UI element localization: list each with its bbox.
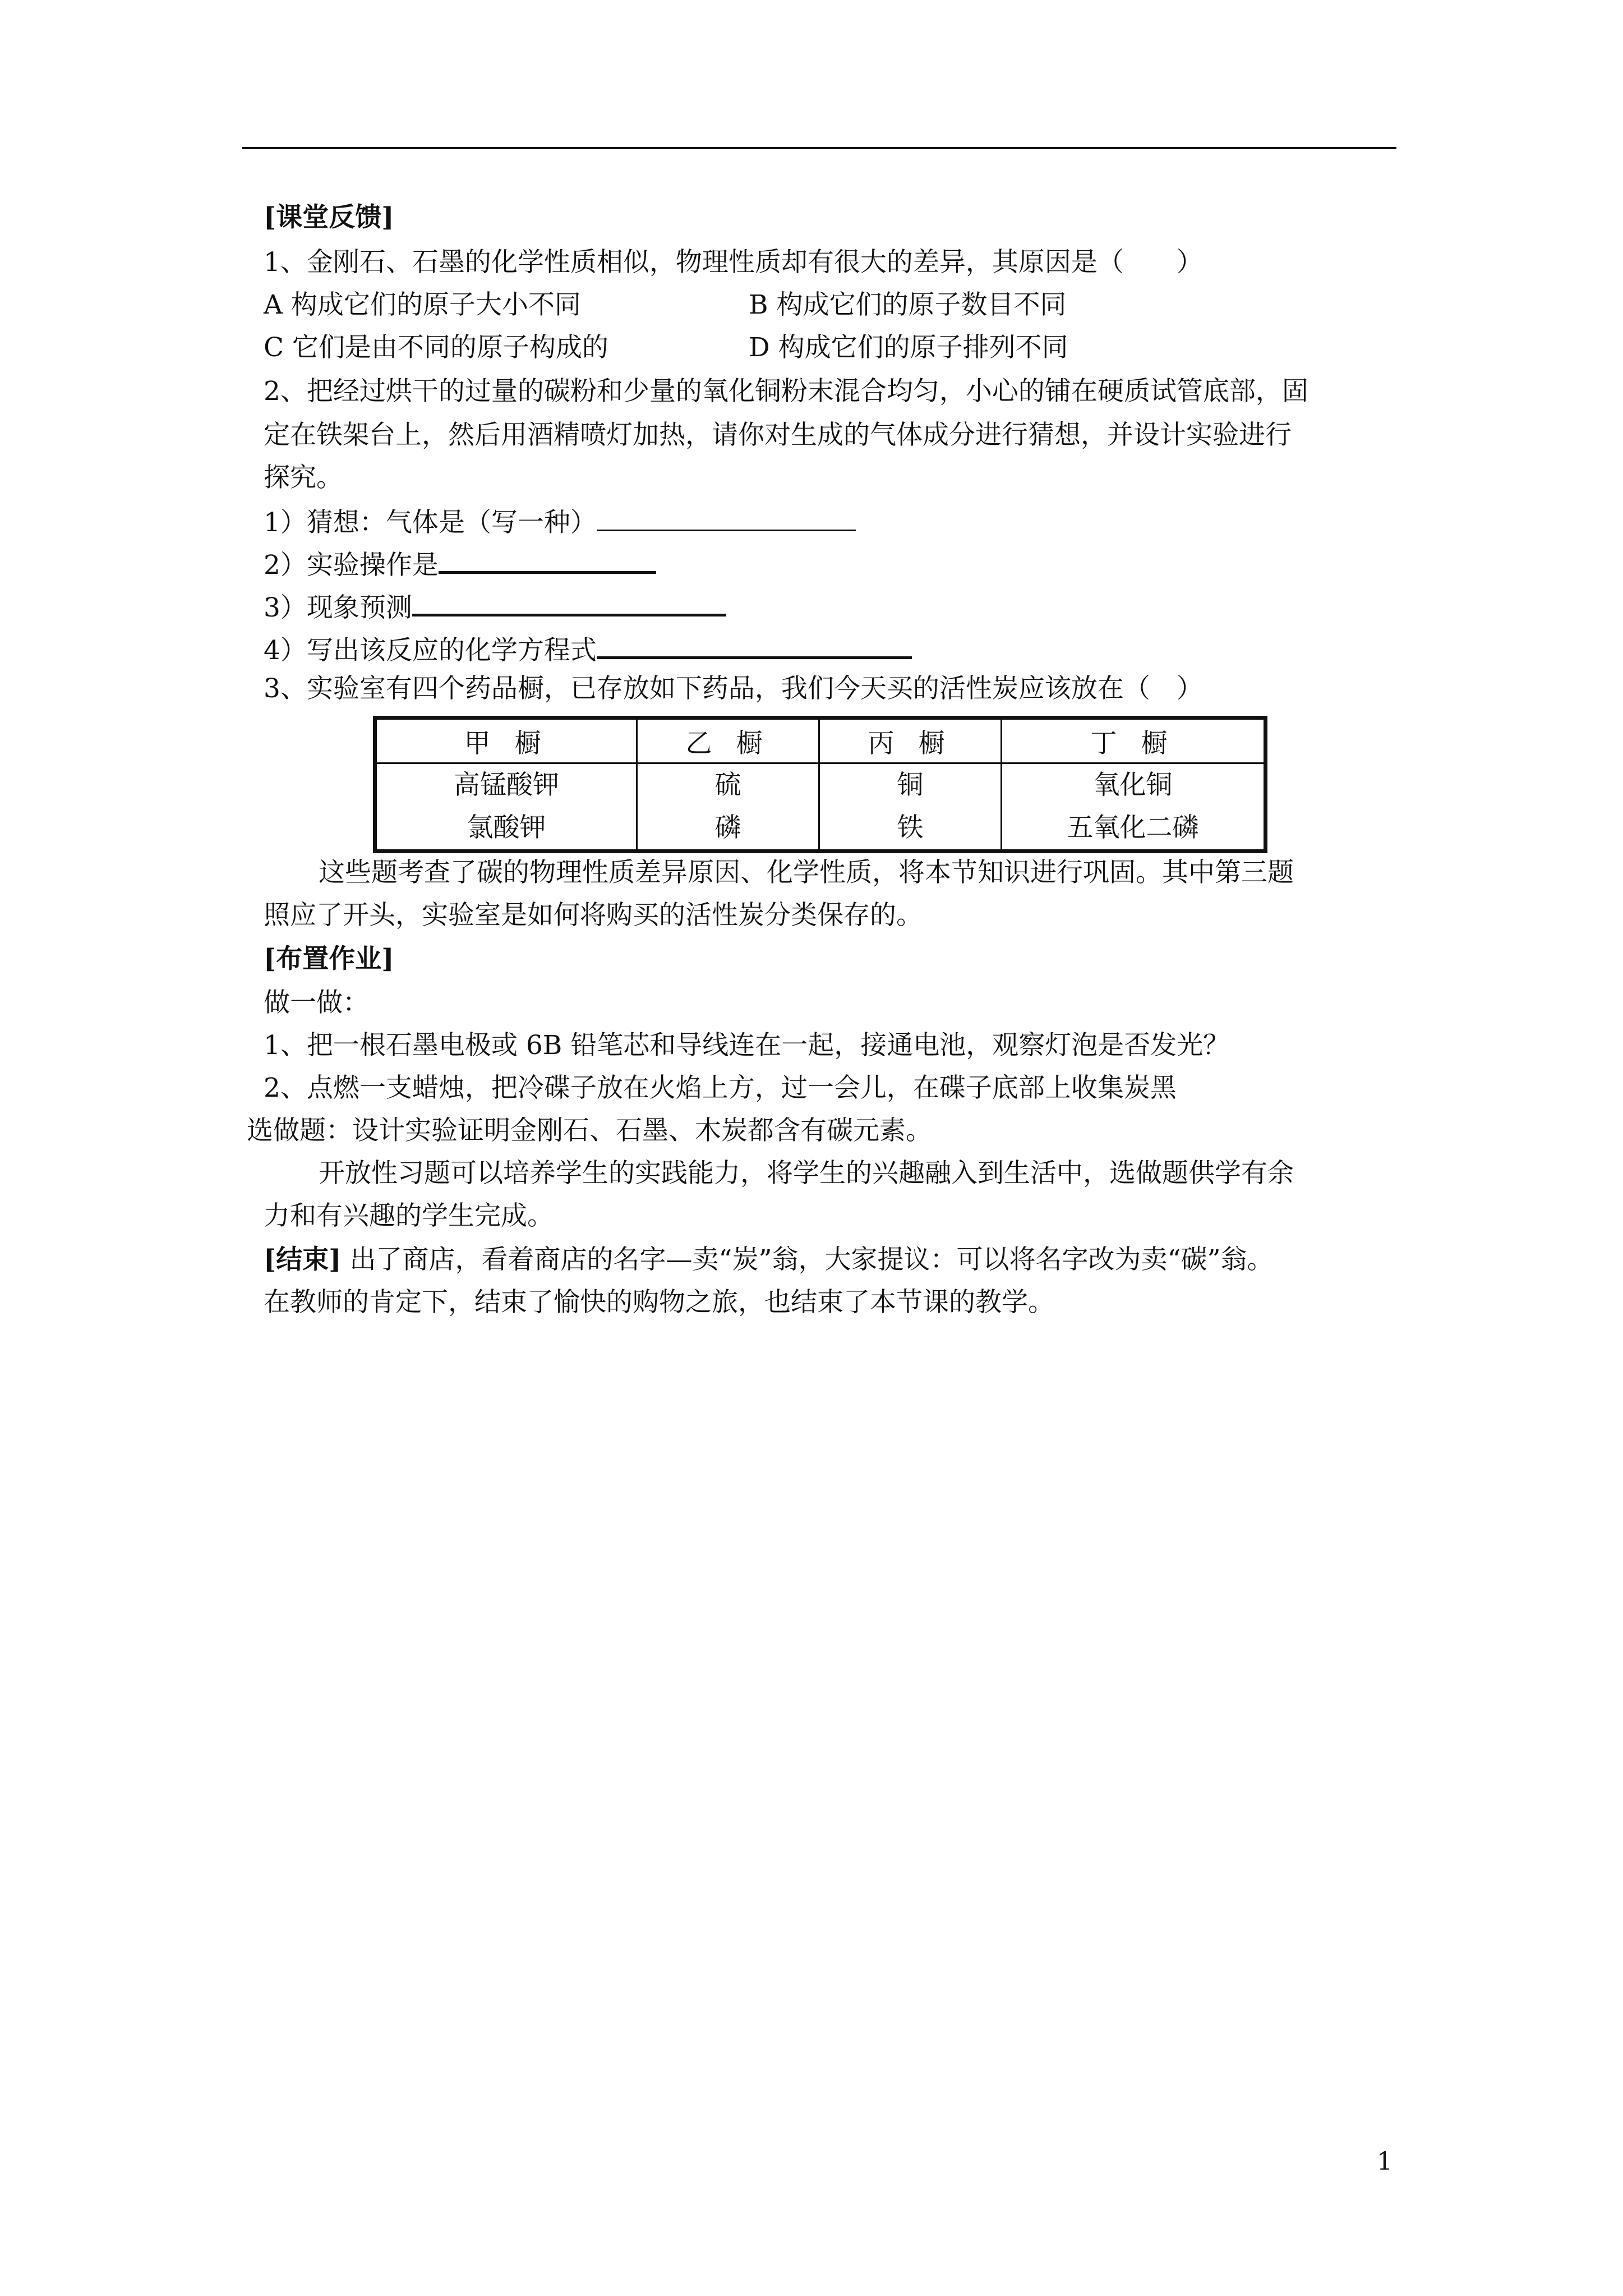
drug-item: 氯酸钾 [467, 812, 546, 843]
header-rule [242, 147, 1396, 149]
question-2-line-1: 2、把经过烘干的过量的碳粉和少量的氧化铜粉末混合均匀，小心的铺在硬质试管底部，固 [264, 376, 1308, 407]
q2-sub-4-label: 4）写出该反应的化学方程式 [264, 635, 597, 666]
question-3: 3、实验室有四个药品橱，已存放如下药品，我们今天买的活性炭应该放在（ ） [264, 673, 1203, 704]
q2-sub-1-label: 1）猜想：气体是（写一种） [264, 507, 597, 538]
header-cabinet-bing: 丙 橱 [819, 718, 1002, 763]
header-cabinet-yi: 乙 橱 [637, 718, 819, 763]
homework-comment-line-2: 力和有兴趣的学生完成。 [264, 1200, 554, 1231]
q2-sub-2-label: 2）实验操作是 [264, 550, 439, 581]
page-number: 1 [1377, 2147, 1393, 2176]
cell-cabinet-ding [1002, 763, 1266, 852]
q2-sub-2 [264, 546, 656, 582]
q2-sub-3 [264, 589, 726, 625]
homework-optional: 选做题：设计实验证明金刚石、石墨、木炭都含有碳元素。 [247, 1115, 932, 1146]
question-1: 1、金刚石、石墨的化学性质相似，物理性质却有很大的差异，其原因是（ ） [264, 247, 1203, 278]
option-a: A 构成它们的原子大小不同 [264, 289, 581, 320]
drug-item: 铜 [897, 770, 924, 800]
feedback-comment-line-2: 照应了开头，实验室是如何将购买的活性炭分类保存的。 [264, 900, 923, 931]
q2-sub-3-label: 3）现象预测 [264, 592, 412, 623]
table-header-row [375, 718, 1266, 763]
feedback-heading: [课堂反馈] [264, 202, 394, 233]
q2-sub-4 [264, 632, 912, 668]
ending-text-1: 出了商店，看着商店的名字—卖“炭”翁，大家提议：可以将名字改为卖“碳”翁。 [349, 1244, 1274, 1275]
ending-line-1 [264, 1243, 1274, 1277]
drug-item: 氧化铜 [1093, 770, 1173, 800]
homework-item-1: 1、把一根石墨电极或 6B 铅笔芯和导线连在一起，接通电池，观察灯泡是否发光？ [264, 1030, 1230, 1061]
option-d: D 构成它们的原子排列不同 [749, 332, 1068, 363]
guess-blank[interactable] [597, 505, 856, 531]
ending-heading: [结束] [264, 1244, 342, 1275]
drug-item: 磷 [714, 812, 741, 843]
question-2-line-2: 定在铁架台上，然后用酒精喷灯加热，请你对生成的气体成分进行猜想，并设计实验进行 [264, 420, 1292, 450]
drug-item: 五氧化二磷 [1067, 812, 1199, 843]
equation-blank[interactable] [597, 632, 912, 659]
ending-line-2: 在教师的肯定下，结束了愉快的购物之旅，也结束了本节课的教学。 [264, 1287, 1054, 1318]
cell-cabinet-yi [637, 763, 819, 852]
drug-item: 高锰酸钾 [454, 770, 559, 800]
drug-cabinet-table [373, 716, 1267, 853]
drug-item: 铁 [897, 812, 924, 843]
operation-blank[interactable] [439, 546, 656, 574]
drug-item: 硫 [714, 770, 741, 800]
homework-item-2: 2、点燃一支蜡烛，把冷碟子放在火焰上方，过一会儿，在碟子底部上收集炭黑 [264, 1073, 1177, 1103]
header-cabinet-jia: 甲 橱 [375, 718, 637, 763]
header-cabinet-ding: 丁 橱 [1002, 718, 1266, 763]
cell-cabinet-jia [375, 763, 637, 852]
homework-intro: 做一做： [264, 987, 369, 1018]
homework-heading: [布置作业] [264, 944, 394, 974]
option-c: C 它们是由不同的原子构成的 [264, 332, 608, 363]
feedback-comment-line-1: 这些题考查了碳的物理性质差异原因、化学性质，将本节知识进行巩固。其中第三题 [319, 857, 1294, 888]
table-row [375, 763, 1266, 852]
q2-sub-1 [264, 505, 856, 540]
option-b: B 构成它们的原子数目不同 [749, 289, 1067, 320]
homework-comment-line-1: 开放性习题可以培养学生的实践能力，将学生的兴趣融入到生活中，选做题供学有余 [319, 1158, 1294, 1189]
prediction-blank[interactable] [412, 589, 726, 616]
question-2-line-3: 探究。 [264, 462, 343, 493]
cell-cabinet-bing [819, 763, 1002, 852]
